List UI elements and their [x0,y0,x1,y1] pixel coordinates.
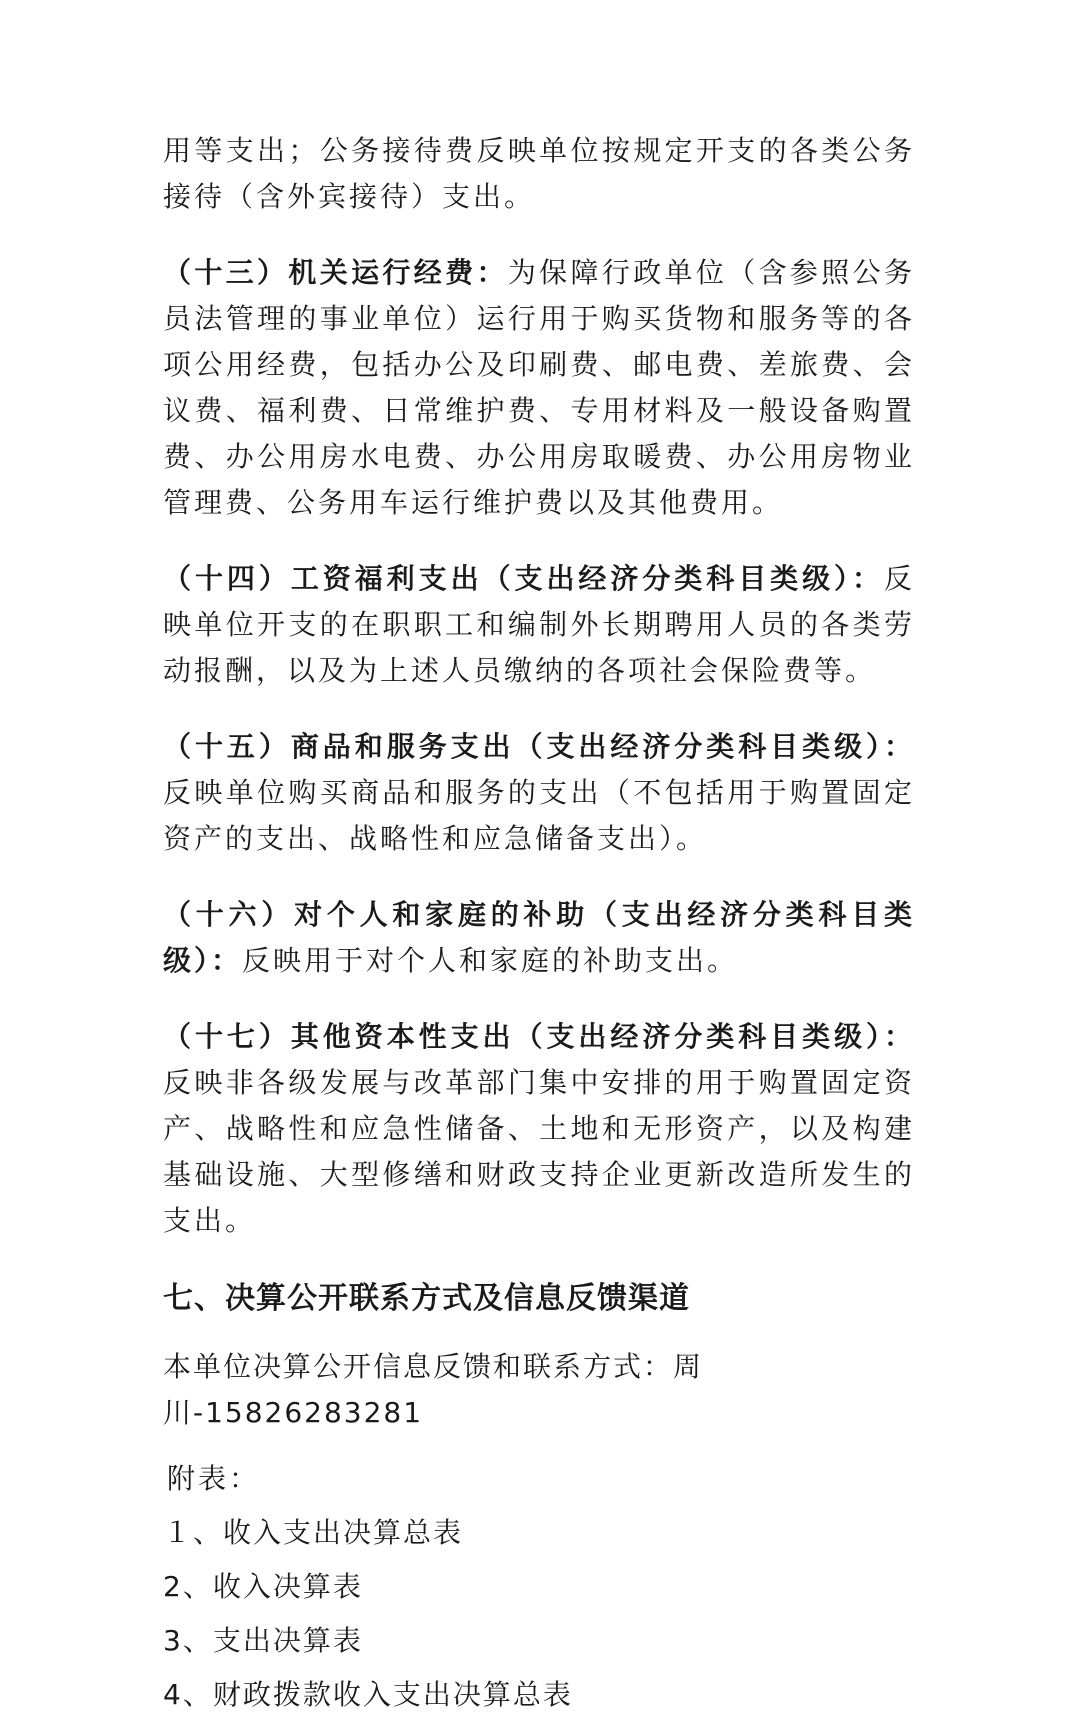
paragraph-16 [163,892,915,984]
paragraph-intro-text: 用等支出；公务接待费反映单位按规定开支的各类公务接待（含外宾接待）支出。 [163,134,915,213]
paragraph-14 [163,556,915,694]
section-heading: 七、决算公开联系方式及信息反馈渠道 [163,1281,690,1316]
paragraph-17-title: （十七）其他资本性支出（支出经济分类科目类级）： [163,1020,915,1053]
paragraph-15 [163,724,915,862]
paragraph-13 [163,250,915,526]
contact-line: 本单位决算公开信息反馈和联系方式：周川-15826283281 [163,1350,704,1429]
paragraph-17-text: 反映非各级发展与改革部门集中安排的用于购置固定资产、战略性和应急性储备、土地和无形资产，以及构建基础设施、大型修缮和财政支持企业更新改造所发生的支出。 [163,1066,915,1237]
appendix-item-1: １、收入支出决算总表 [163,1516,464,1549]
appendix-list [163,1510,915,1718]
paragraph-14-title: （十四）工资福利支出（支出经济分类科目类级）： [163,562,884,595]
paragraph-16-text: 反映用于对个人和家庭的补助支出。 [242,944,739,977]
paragraph-15-text: 反映单位购买商品和服务的支出（不包括用于购置固定资产的支出、战略性和应急储备支出）。 [163,776,915,855]
appendix-item-3: 3、支出决算表 [163,1624,363,1657]
paragraph-15-title: （十五）商品和服务支出（支出经济分类科目类级）： [163,730,915,763]
paragraph-14-text: 反映单位开支的在职职工和编制外长期聘用人员的各类劳动报酬，以及为上述人员缴纳的各项社会保险费等。 [163,562,915,687]
paragraph-13-title: （十三）机关运行经费： [163,256,508,289]
appendix-item-4: 4、财政拨款收入支出决算总表 [163,1678,573,1711]
appendix-label: 附表： [167,1462,261,1495]
appendix-item-2: 2、收入决算表 [163,1570,363,1603]
paragraph-13-text: 为保障行政单位（含参照公务员法管理的事业单位）运行用于购买货物和服务等的各项公用经费，包括办公及印刷费、邮电费、差旅费、会议费、福利费、日常维护费、专用材料及一般设备购置费、办公用房水电费、办公用房取暖费、办公用房物业管理费、公务用车运行维护费以及其他费用。 [163,256,915,519]
paragraph-16-title: （十六）对个人和家庭的补助（支出经济分类科目类级）： [163,898,915,977]
paragraph-intro [163,128,915,220]
paragraph-17 [163,1014,915,1244]
document-page [163,128,915,1718]
